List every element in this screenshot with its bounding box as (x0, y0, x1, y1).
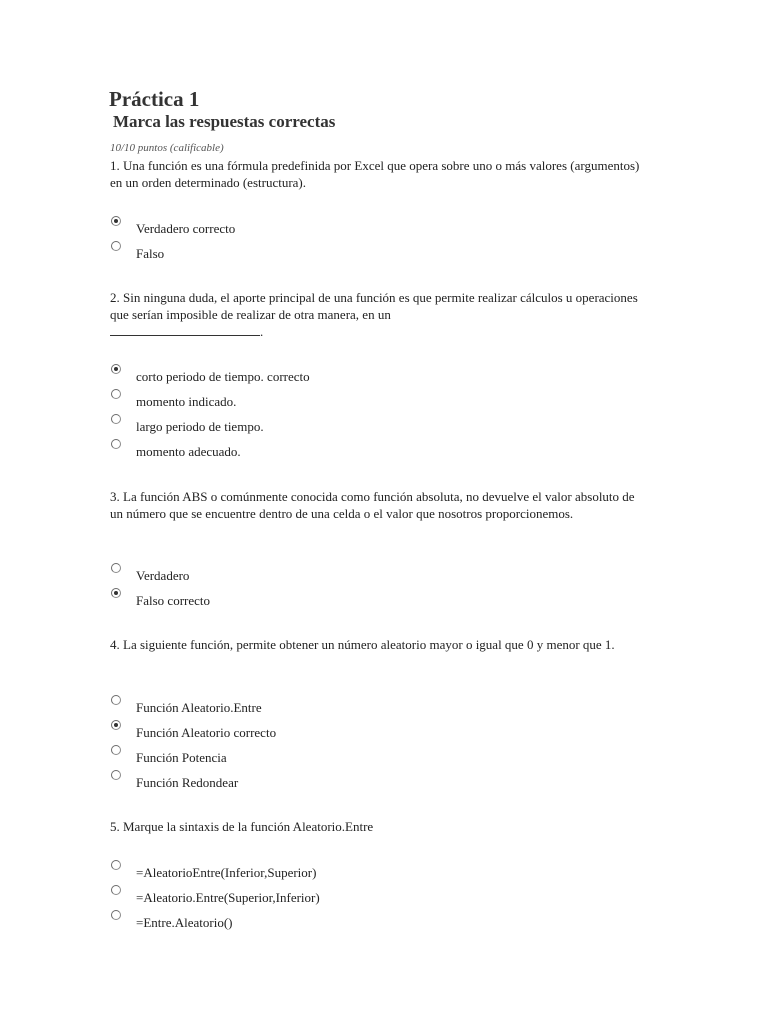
radio-button-selected[interactable] (111, 216, 121, 226)
question-3-text: 3. La función ABS o comúnmente conocida como función absoluta, no devuelve el valor absoluto de un número que se encuentre dentro de una celda o el valor que nosotros proporcionemos. (110, 489, 635, 521)
option-label: =Aleatorio.Entre(Superior,Inferior) (136, 890, 320, 905)
radio-button[interactable] (111, 414, 121, 424)
question-2-option-1[interactable] (110, 364, 510, 386)
option-label: momento indicado. (136, 394, 237, 409)
radio-button[interactable] (111, 241, 121, 251)
option-label: =AleatorioEntre(Inferior,Superior) (136, 865, 317, 880)
question-4-option-4[interactable] (110, 770, 510, 792)
option-label: Verdadero correcto (136, 221, 236, 236)
option-label: Función Aleatorio correcto (136, 725, 277, 740)
radio-button[interactable] (111, 910, 121, 920)
radio-button[interactable] (111, 389, 121, 399)
question-5-text: 5. Marque la sintaxis de la función Aleatorio.Entre (110, 819, 374, 834)
radio-button[interactable] (111, 885, 121, 895)
option-label: Función Aleatorio.Entre (136, 700, 262, 715)
question-2-text (110, 289, 640, 340)
option-label: Función Redondear (136, 775, 239, 790)
option-label: momento adecuado. (136, 444, 241, 459)
question-5-option-3[interactable] (110, 910, 510, 932)
question-4-option-1[interactable] (110, 695, 510, 717)
question-5-option-1[interactable] (110, 860, 510, 882)
radio-button[interactable] (111, 860, 121, 870)
question-2-option-2[interactable] (110, 389, 510, 411)
question-1-text: 1. Una función es una fórmula predefinida por Excel que opera sobre uno o más valores (argumentos) en un orden determinado (estructura). (110, 158, 640, 190)
question-3-option-2[interactable] (110, 588, 510, 610)
radio-button[interactable] (111, 439, 121, 449)
option-label: corto periodo de tiempo. correcto (136, 369, 310, 384)
answer-blank (110, 323, 260, 336)
page-subtitle: Marca las respuestas correctas (113, 112, 336, 131)
question-4-option-3[interactable] (110, 745, 510, 767)
radio-button[interactable] (111, 695, 121, 705)
option-label: =Entre.Aleatorio() (136, 915, 233, 930)
radio-button-selected[interactable] (111, 364, 121, 374)
question-2-option-4[interactable] (110, 439, 510, 461)
question-3-option-1[interactable] (110, 563, 510, 585)
radio-button[interactable] (111, 563, 121, 573)
question-2-option-3[interactable] (110, 414, 510, 436)
radio-button[interactable] (111, 745, 121, 755)
blank-suffix: . (260, 324, 264, 339)
option-label: Falso correcto (136, 593, 211, 608)
question-4-option-2[interactable] (110, 720, 510, 742)
question-1-option-1[interactable] (110, 216, 510, 238)
option-label: largo periodo de tiempo. (136, 419, 264, 434)
option-label: Verdadero (136, 568, 190, 583)
question-2-body: 2. Sin ninguna duda, el aporte principal de una función es que permite realizar cálculos u operaciones que serían imposible de realizar de otra manera, en un (110, 290, 638, 322)
radio-button[interactable] (111, 770, 121, 780)
radio-button-selected[interactable] (111, 720, 121, 730)
score-label: 10/10 puntos (calificable) (110, 142, 224, 154)
option-label: Función Potencia (136, 750, 227, 765)
page-title: Práctica 1 (109, 87, 200, 111)
question-1-option-2[interactable] (110, 241, 510, 263)
radio-button-selected[interactable] (111, 588, 121, 598)
question-5-option-2[interactable] (110, 885, 510, 907)
option-label: Falso (136, 246, 165, 261)
question-4-text: 4. La siguiente función, permite obtener un número aleatorio mayor o igual que 0 y menor que 1. (110, 637, 615, 652)
